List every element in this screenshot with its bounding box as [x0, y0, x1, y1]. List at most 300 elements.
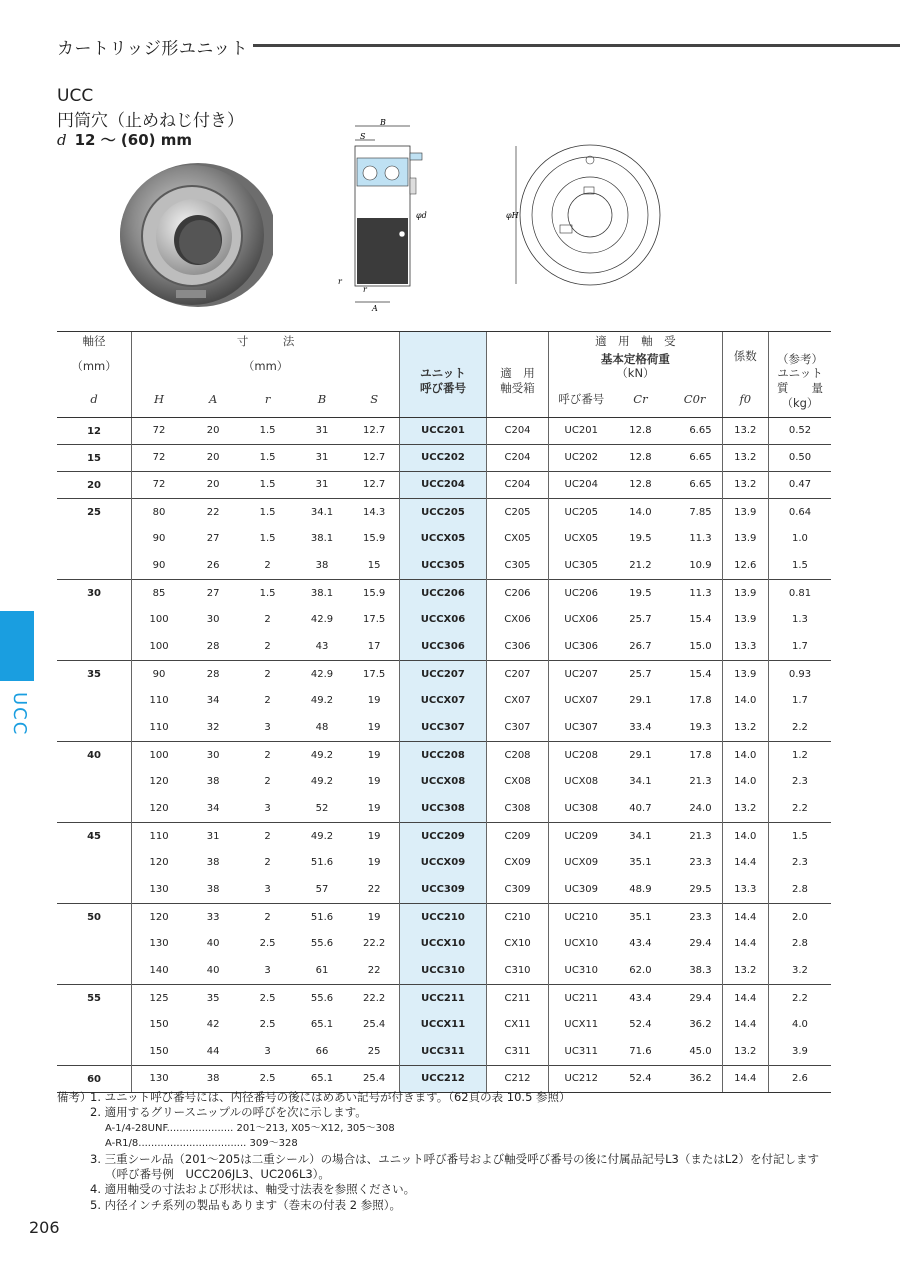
cell-a: 40 [206, 965, 220, 977]
table-row [57, 741, 831, 768]
cell-h: 130 [132, 930, 186, 957]
cell-bore: 55 [57, 984, 132, 1065]
cell-bearing-no: UCX11 [549, 1011, 613, 1038]
cell-bearing-no: UC206 [549, 579, 613, 606]
cell-r: 1.5 [259, 533, 276, 545]
cell-s: 14.3 [349, 498, 399, 525]
cell-f0: 13.2 [722, 471, 768, 498]
cell-c0r: 29.4 [689, 938, 712, 950]
cell-housing: C204 [486, 417, 548, 444]
table-row [57, 552, 831, 579]
cell-a: 28 [186, 660, 240, 687]
cell-housing: CX10 [486, 930, 548, 957]
cell-mass: 0.64 [768, 498, 831, 525]
cell-unit-no: UCC206 [400, 579, 487, 606]
table-row [57, 984, 831, 1011]
cell-mass: 1.2 [768, 741, 831, 768]
cell-unit-no: UCC202 [400, 444, 487, 471]
cell-cr: 12.8 [613, 417, 667, 444]
grease-nipple-shape [410, 153, 422, 160]
cell-h: 120 [132, 849, 186, 876]
cell-housing: CX06 [486, 606, 548, 633]
cell-bearing-no: UCX08 [549, 768, 613, 795]
cell-a: 30 [186, 741, 240, 768]
cell-b: 34.1 [295, 498, 349, 525]
cell-unit-no: UCC308 [400, 795, 487, 822]
cell-h: 100 [132, 741, 186, 768]
table-row [57, 903, 831, 930]
cell-r: 1.5 [240, 471, 294, 498]
cell-s: 12.7 [349, 417, 399, 444]
cell-c0r: 17.8 [668, 741, 722, 768]
hdr-b: B [295, 381, 349, 417]
housing-outer-circle [520, 145, 660, 285]
housing-section-shape [357, 218, 408, 284]
cell-c0r: 36.2 [668, 1065, 722, 1092]
cell-f0: 13.3 [722, 876, 768, 903]
cell-r: 2 [264, 614, 271, 626]
cell-s: 15.9 [363, 533, 386, 545]
cell-mass: 4.0 [768, 1011, 831, 1038]
cell-a: 28 [206, 641, 220, 653]
note-4: 4. 適用軸受の寸法および形状は、軸受寸法表を参照ください。 [90, 1182, 416, 1197]
notes-label: 備考） [57, 1090, 92, 1104]
table-row [57, 714, 831, 741]
hdr-cr: Cr [613, 381, 667, 417]
cell-b: 65.1 [310, 1019, 334, 1031]
cell-h: 140 [132, 957, 186, 984]
housing-inner-circle [532, 157, 648, 273]
cell-housing: C211 [486, 984, 548, 1011]
dim-a-label: A [372, 304, 378, 313]
cell-s: 17.5 [349, 660, 399, 687]
cell-housing: C306 [486, 633, 548, 660]
stamp-plate-shape [176, 290, 206, 298]
cell-b: 51.6 [310, 857, 334, 869]
cell-mass: 0.93 [768, 660, 831, 687]
cell-cr: 12.8 [613, 444, 667, 471]
hdr-housing-2: 軸受箱 [486, 381, 548, 417]
cell-housing: CX08 [486, 768, 548, 795]
hdr-factor: 係数 [733, 349, 757, 364]
cell-f0: 14.0 [722, 768, 768, 795]
table-row [57, 849, 831, 876]
cell-bearing-no: UC205 [549, 498, 613, 525]
cell-unit-no: UCC211 [400, 984, 487, 1011]
table-row [57, 498, 831, 525]
cell-r: 2.5 [240, 984, 294, 1011]
cell-s: 17 [367, 641, 381, 653]
table-row [57, 417, 831, 444]
cell-bore: 60 [57, 1065, 132, 1092]
cell-mass: 2.8 [768, 876, 831, 903]
cell-f0: 13.2 [722, 417, 768, 444]
cell-mass: 3.9 [768, 1038, 831, 1065]
cell-r: 2 [264, 641, 271, 653]
cell-a: 27 [186, 579, 240, 606]
cell-a: 22 [186, 498, 240, 525]
cell-cr: 25.7 [613, 660, 667, 687]
cell-a: 40 [206, 938, 220, 950]
cell-c0r: 15.0 [689, 641, 712, 653]
cell-cr: 29.1 [629, 695, 652, 707]
header-rule [253, 44, 900, 47]
table-row [57, 1065, 831, 1092]
hdr-bearing-3: （kN） [616, 366, 655, 381]
cell-mass: 2.2 [768, 714, 831, 741]
hdr-dims: 寸 法 [132, 332, 400, 352]
hdr-h: H [132, 381, 186, 417]
cell-housing: C310 [486, 957, 548, 984]
cell-housing: C305 [486, 552, 548, 579]
cell-housing: C204 [486, 471, 548, 498]
cell-unit-no: UCC305 [400, 552, 487, 579]
cell-bore: 25 [57, 498, 132, 579]
cell-r: 1.5 [240, 417, 294, 444]
table-row [57, 525, 831, 552]
cell-c0r: 24.0 [689, 803, 712, 815]
ball-right-shape [385, 166, 399, 180]
cell-housing: C204 [486, 444, 548, 471]
cell-r: 3 [264, 803, 271, 815]
cell-cr: 43.4 [613, 984, 667, 1011]
cell-f0: 14.4 [722, 849, 768, 876]
cell-r: 2.5 [259, 1019, 276, 1031]
set-screw-shape [410, 178, 416, 194]
cell-cr: 19.5 [613, 579, 667, 606]
page-number: 206 [29, 1218, 60, 1237]
cell-bearing-no: UCX09 [549, 849, 613, 876]
hdr-bearing-1: 適 用 軸 受 [595, 334, 676, 349]
cell-unit-no: UCC204 [400, 471, 487, 498]
cell-housing: C209 [486, 822, 548, 849]
hdr-bore-sym: d [57, 381, 132, 417]
bore-range [57, 129, 192, 150]
cell-s: 19 [349, 822, 399, 849]
cell-unit-no: UCCX06 [400, 606, 487, 633]
cell-b: 43 [315, 641, 329, 653]
cell-housing: C205 [486, 498, 548, 525]
cell-b: 65.1 [295, 1065, 349, 1092]
cell-bearing-no: UC208 [549, 741, 613, 768]
cell-cr: 33.4 [629, 722, 652, 734]
cell-a: 38 [206, 884, 220, 896]
hdr-housing-1: 適 用 [500, 366, 535, 381]
note-2: 2. 適用するグリースニップルの呼びを次に示します。 [90, 1105, 367, 1120]
cell-unit-no: UCC310 [400, 957, 487, 984]
cell-b: 51.6 [295, 903, 349, 930]
cell-s: 17.5 [363, 614, 386, 626]
cell-c0r: 15.4 [668, 660, 722, 687]
cell-cr: 35.1 [613, 903, 667, 930]
cell-cr: 71.6 [629, 1046, 652, 1058]
cell-c0r: 6.65 [668, 471, 722, 498]
cell-housing: CX05 [486, 525, 548, 552]
cell-unit-no: UCC209 [400, 822, 487, 849]
hdr-mass-1: ユニット [777, 366, 823, 381]
cell-bearing-no: UCX10 [549, 930, 613, 957]
cell-unit-no: UCCX05 [400, 525, 487, 552]
cell-r: 2 [264, 695, 271, 707]
cell-a: 42 [206, 1019, 220, 1031]
cell-unit-no: UCC307 [400, 714, 487, 741]
cell-cr: 34.1 [629, 776, 652, 788]
cell-b: 49.2 [295, 822, 349, 849]
cell-f0: 14.0 [722, 822, 768, 849]
cell-a: 32 [206, 722, 220, 734]
cell-bearing-no: UC212 [549, 1065, 613, 1092]
cell-mass: 1.7 [768, 633, 831, 660]
product-photo [108, 160, 273, 310]
cell-bore: 12 [57, 417, 132, 444]
dim-s-label: S [360, 132, 366, 141]
cell-cr: 26.7 [629, 641, 652, 653]
cell-bore: 15 [57, 444, 132, 471]
set-screw-view-shape [560, 225, 572, 233]
cell-f0: 14.4 [722, 903, 768, 930]
cell-b: 49.2 [295, 741, 349, 768]
cell-a: 20 [186, 444, 240, 471]
cell-c0r: 6.65 [668, 417, 722, 444]
cell-h: 100 [132, 633, 186, 660]
cell-c0r: 29.5 [689, 884, 712, 896]
cell-housing: C212 [486, 1065, 548, 1092]
cell-h: 120 [132, 768, 186, 795]
cell-c0r: 45.0 [689, 1046, 712, 1058]
cell-mass: 0.47 [768, 471, 831, 498]
cell-f0: 13.9 [722, 660, 768, 687]
table-row [57, 471, 831, 498]
cell-b: 52 [315, 803, 329, 815]
cell-a: 34 [206, 695, 220, 707]
cell-s: 22.2 [363, 938, 386, 950]
cell-cr: 40.7 [629, 803, 652, 815]
bore-range-value: 12 ～ (60) mm [74, 131, 192, 149]
cell-bore: 50 [57, 903, 132, 984]
cell-h: 90 [132, 552, 186, 579]
cell-c0r: 7.85 [668, 498, 722, 525]
cell-h: 85 [132, 579, 186, 606]
spec-table [57, 331, 831, 1093]
cell-unit-no: UCC306 [400, 633, 487, 660]
cell-housing: C309 [486, 876, 548, 903]
table-row [57, 687, 831, 714]
cell-h: 100 [132, 606, 186, 633]
cell-f0: 13.9 [722, 498, 768, 525]
cell-bearing-no: UC207 [549, 660, 613, 687]
cell-b: 31 [295, 471, 349, 498]
cell-f0: 13.2 [722, 957, 768, 984]
cell-b: 42.9 [295, 660, 349, 687]
cell-cr: 52.4 [629, 1019, 652, 1031]
cell-r: 2 [264, 776, 271, 788]
cell-bearing-no: UC204 [549, 471, 613, 498]
dim-r2-label: r [363, 285, 367, 294]
cell-s: 25.4 [363, 1019, 386, 1031]
cell-c0r: 21.3 [689, 776, 712, 788]
cell-cr: 14.0 [613, 498, 667, 525]
hdr-r: r [240, 381, 294, 417]
cell-b: 57 [315, 884, 329, 896]
table-row [57, 876, 831, 903]
cell-c0r: 15.4 [689, 614, 712, 626]
cell-cr: 12.8 [613, 471, 667, 498]
section-drawing [330, 118, 440, 318]
cell-c0r: 11.3 [668, 579, 722, 606]
cell-b: 55.6 [295, 984, 349, 1011]
front-drawing [500, 140, 670, 290]
cell-b: 38.1 [295, 579, 349, 606]
cell-b: 38 [315, 560, 329, 572]
cell-f0: 14.0 [722, 741, 768, 768]
cell-b: 49.2 [310, 695, 334, 707]
cell-bearing-no: UC308 [549, 795, 613, 822]
cell-housing: C206 [486, 579, 548, 606]
note-2a: A-1/4-28UNF..................... 201～213, X05～X12, 305～308 [105, 1122, 395, 1134]
cell-bore: 20 [57, 471, 132, 498]
dim-h-label: φH [506, 211, 519, 220]
cell-a: 38 [206, 776, 220, 788]
product-code: UCC [57, 86, 94, 106]
cell-r: 3 [264, 884, 271, 896]
cell-unit-no: UCC208 [400, 741, 487, 768]
cell-a: 35 [186, 984, 240, 1011]
cell-r: 1.5 [240, 579, 294, 606]
cell-r: 2 [240, 822, 294, 849]
cell-s: 19 [349, 741, 399, 768]
cell-mass: 3.2 [768, 957, 831, 984]
table-row [57, 444, 831, 471]
table-row [57, 822, 831, 849]
product-subtitle: 円筒穴（止めねじ付き） [57, 111, 244, 131]
cell-f0: 12.6 [722, 552, 768, 579]
cell-unit-no: UCC210 [400, 903, 487, 930]
cell-s: 25.4 [349, 1065, 399, 1092]
hdr-mass-3: （kg） [781, 396, 819, 411]
cell-h: 130 [132, 1065, 186, 1092]
cell-c0r: 19.3 [689, 722, 712, 734]
cell-mass: 2.3 [768, 768, 831, 795]
cell-r: 2 [240, 903, 294, 930]
cell-mass: 1.7 [768, 687, 831, 714]
cell-mass: 2.2 [768, 795, 831, 822]
cell-mass: 0.50 [768, 444, 831, 471]
cell-a: 33 [186, 903, 240, 930]
cell-b: 61 [315, 965, 329, 977]
cell-r: 2 [240, 660, 294, 687]
cell-unit-no: UCC201 [400, 417, 487, 444]
cell-s: 15 [367, 560, 381, 572]
cell-cr: 29.1 [613, 741, 667, 768]
cell-r: 2 [264, 560, 271, 572]
cell-r: 3 [264, 1046, 271, 1058]
cell-h: 72 [132, 444, 186, 471]
table-row [57, 957, 831, 984]
cell-b: 31 [295, 417, 349, 444]
cell-mass: 2.0 [768, 903, 831, 930]
cell-f0: 14.4 [722, 1065, 768, 1092]
cell-h: 130 [132, 876, 186, 903]
cell-bearing-no: UCX07 [549, 687, 613, 714]
cell-housing: CX09 [486, 849, 548, 876]
cell-bearing-no: UC309 [549, 876, 613, 903]
cell-c0r: 23.3 [689, 857, 712, 869]
cell-f0: 14.0 [722, 687, 768, 714]
cell-mass: 2.6 [768, 1065, 831, 1092]
hdr-bore: 軸径 [57, 332, 132, 352]
cell-unit-no: UCC207 [400, 660, 487, 687]
cell-c0r: 21.3 [668, 822, 722, 849]
table-row [57, 579, 831, 606]
cell-f0: 13.2 [722, 444, 768, 471]
cell-bearing-no: UC209 [549, 822, 613, 849]
dim-b-label: B [380, 118, 386, 127]
cell-bearing-no: UC210 [549, 903, 613, 930]
cell-mass: 2.3 [768, 849, 831, 876]
bore-circle [568, 193, 612, 237]
cell-h: 125 [132, 984, 186, 1011]
cell-bearing-no: UCX05 [549, 525, 613, 552]
cell-unit-no: UCC212 [400, 1065, 487, 1092]
cell-s: 19 [367, 803, 381, 815]
cell-cr: 19.5 [629, 533, 652, 545]
table-row [57, 1038, 831, 1065]
cell-c0r: 23.3 [668, 903, 722, 930]
cell-r: 2 [264, 857, 271, 869]
cell-bearing-no: UC211 [549, 984, 613, 1011]
cell-f0: 13.9 [722, 579, 768, 606]
cell-h: 150 [132, 1011, 186, 1038]
cell-c0r: 17.8 [689, 695, 712, 707]
cell-h: 72 [132, 471, 186, 498]
side-label: UCC [9, 692, 30, 737]
cell-bearing-no: UCX06 [549, 606, 613, 633]
cell-c0r: 29.4 [668, 984, 722, 1011]
table-row [57, 606, 831, 633]
hdr-mass-2: 質 量 [776, 381, 823, 396]
cell-h: 150 [132, 1038, 186, 1065]
cell-s: 12.7 [349, 471, 399, 498]
hdr-bearing-no: 呼び番号 [549, 381, 613, 417]
cell-housing: C307 [486, 714, 548, 741]
cell-cr: 52.4 [613, 1065, 667, 1092]
screw-hole-shape [399, 231, 405, 237]
note-5: 5. 内径インチ系列の製品もあります（巻末の付表 2 参照）。 [90, 1197, 402, 1212]
cell-a: 30 [206, 614, 220, 626]
table-row [57, 633, 831, 660]
cell-c0r: 6.65 [668, 444, 722, 471]
cell-f0: 13.9 [722, 525, 768, 552]
cell-bearing-no: UC311 [549, 1038, 613, 1065]
cell-r: 2.5 [240, 1065, 294, 1092]
bore-depth-shape [179, 220, 221, 264]
cell-h: 110 [132, 714, 186, 741]
cell-f0: 13.2 [722, 795, 768, 822]
cell-h: 80 [132, 498, 186, 525]
cell-bore: 30 [57, 579, 132, 660]
cell-b: 48 [315, 722, 329, 734]
cell-unit-no: UCCX09 [400, 849, 487, 876]
cell-cr: 43.4 [629, 938, 652, 950]
cell-b: 38.1 [310, 533, 334, 545]
hdr-bearing-2: 基本定格荷重 [600, 351, 670, 366]
cell-s: 22 [367, 884, 381, 896]
dim-d-label: φd [416, 211, 427, 220]
hdr-a: A [186, 381, 240, 417]
cell-unit-no: UCC205 [400, 498, 487, 525]
cell-a: 38 [206, 857, 220, 869]
cell-housing: CX07 [486, 687, 548, 714]
